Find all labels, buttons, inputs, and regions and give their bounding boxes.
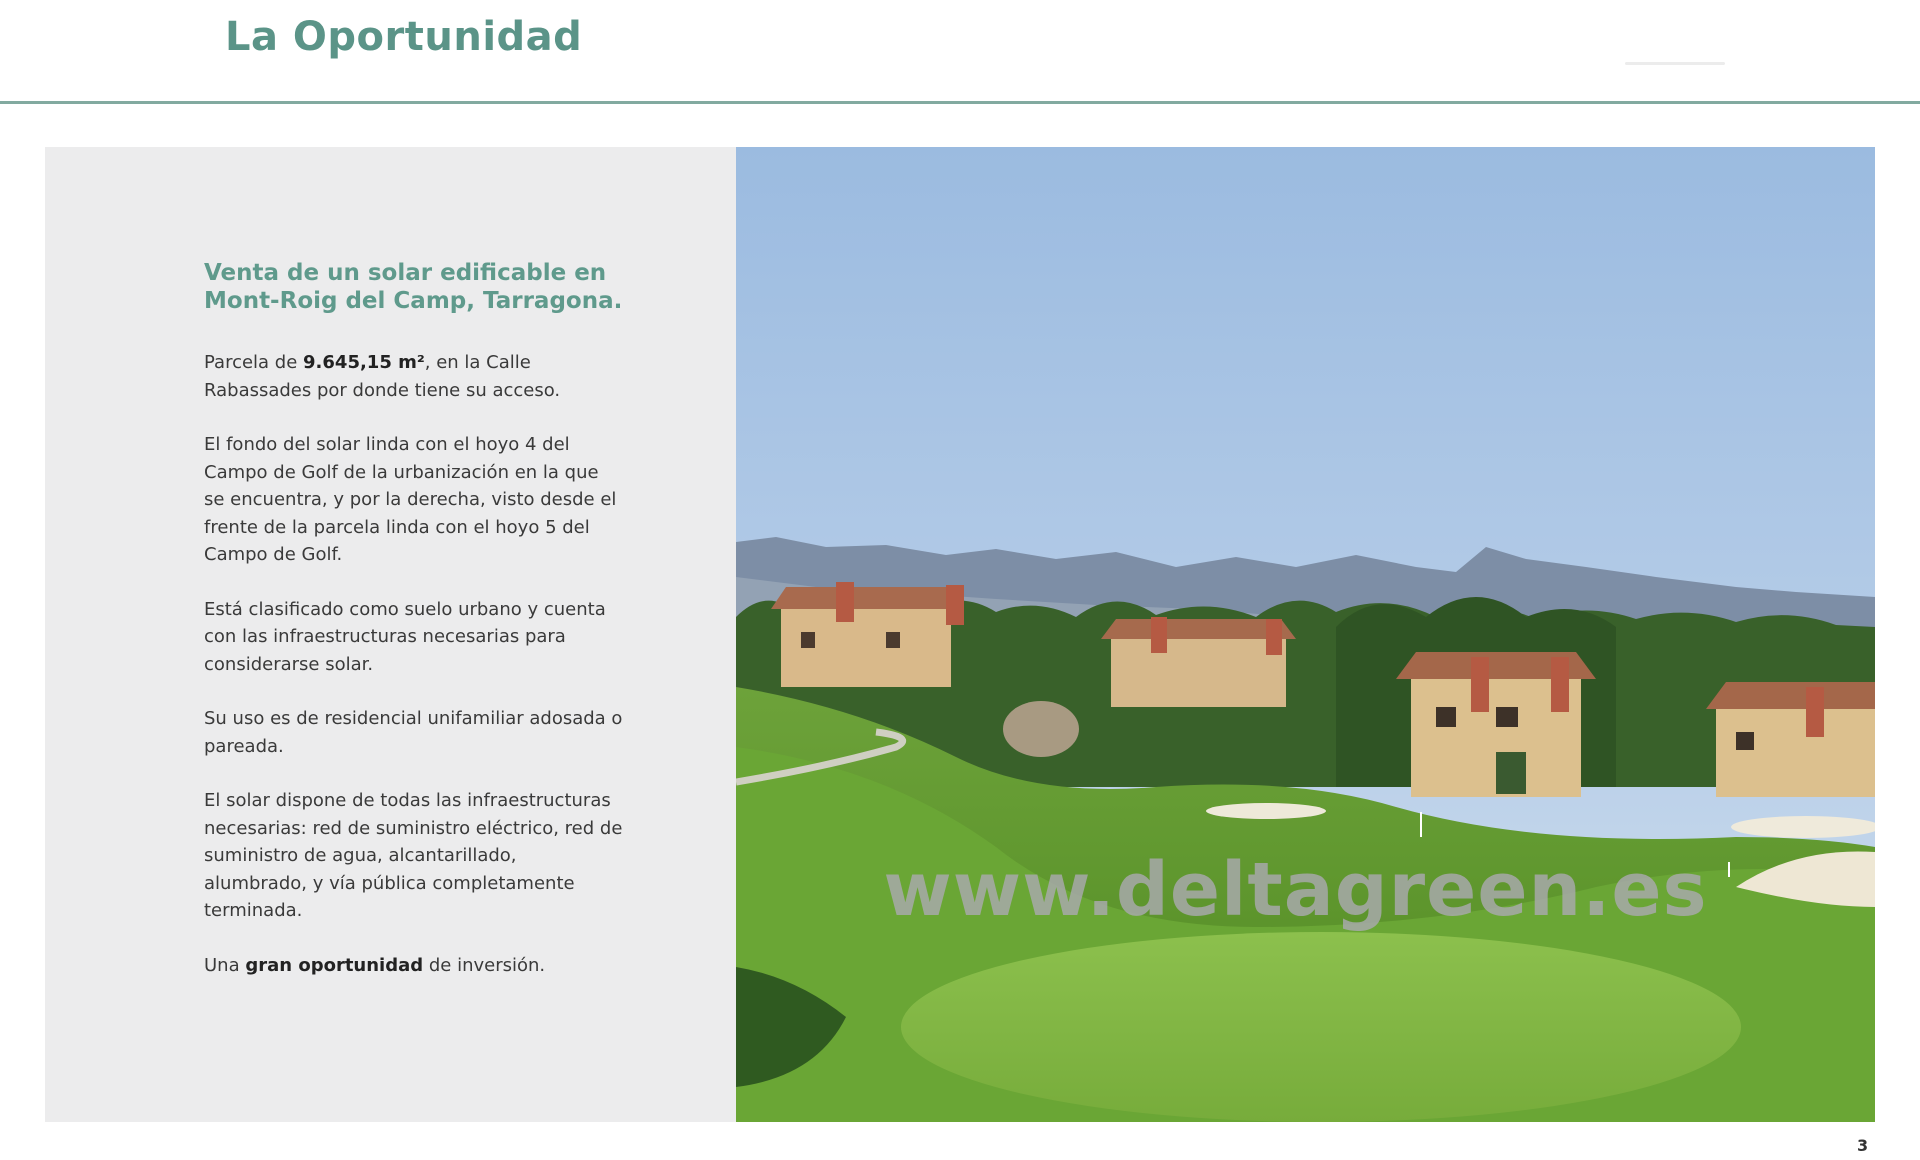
paragraph-classification — [204, 596, 624, 679]
paragraph-text: Su uso es de residencial unifamiliar adosada o pareada. — [204, 708, 623, 757]
emphasis-text: gran oportunidad — [245, 954, 424, 976]
emphasis-text: 9.645,15 m² — [303, 352, 425, 373]
paragraph-text: de inversión. — [423, 954, 546, 976]
text-content — [204, 259, 624, 1006]
paragraph-text: , en la Calle Rabassades por donde tiene su acceso. — [204, 352, 561, 401]
headline: Venta de un solar edificable en Mont-Roig del Camp, Tarragona. — [204, 260, 623, 314]
paragraph-parcel — [204, 349, 624, 404]
paragraph-text: Una — [204, 954, 246, 976]
paragraph-text: El fondo del solar linda con el hoyo 4 del Campo de Golf de la urbanización en la que se encuentra, y por la derecha, visto desde el frente de la parcela linda con el hoyo 5 del Campo de Golf. — [204, 434, 617, 565]
paragraph-text: Parcela de — [204, 352, 304, 373]
page-title: La Oportunidad — [225, 14, 583, 60]
watermark: www.deltagreen.es — [883, 847, 1708, 933]
paragraph-text: El solar dispone de todas las infraestructuras necesarias: red de suministro eléctrico, red de suministro de agua, alcantarillado, alumbrado, y vía pública completamente terminada. — [204, 790, 623, 921]
golf-course-photo — [736, 147, 1875, 1122]
header-decoration — [1625, 62, 1725, 65]
paragraph-boundaries — [204, 431, 624, 569]
paragraph-use — [204, 705, 624, 760]
paragraph-opportunity — [204, 952, 624, 980]
header-divider — [0, 101, 1920, 104]
paragraph-infrastructure — [204, 787, 624, 925]
paragraph-text: Está clasificado como suelo urbano y cuenta con las infraestructuras necesarias para considerarse solar. — [204, 598, 606, 675]
golf-course-illustration — [736, 147, 1875, 1122]
page-header — [0, 0, 1920, 104]
page-number: 3 — [1857, 1136, 1869, 1155]
text-panel — [45, 147, 737, 1122]
